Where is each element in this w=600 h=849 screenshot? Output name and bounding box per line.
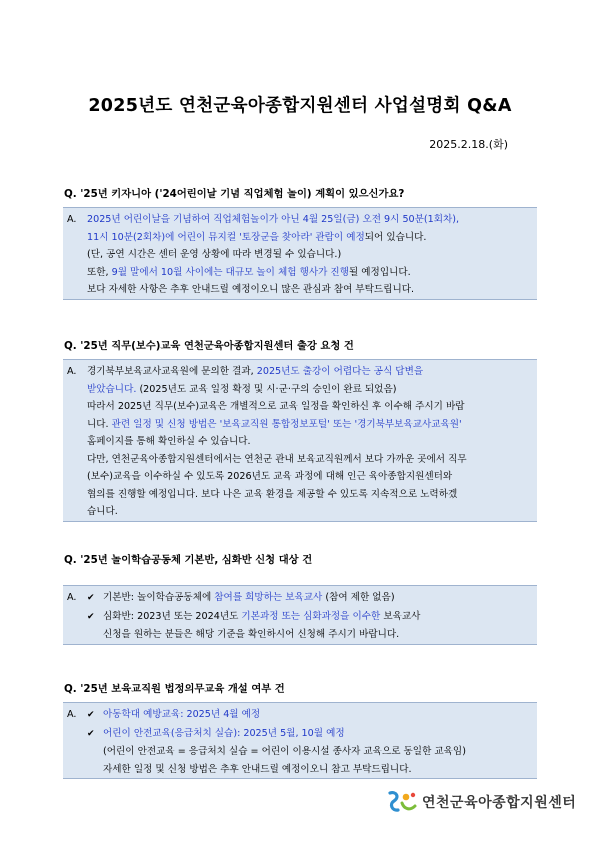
answer-text: (보수)교육을 이수하실 수 있도록 2026년도 교육 과정에 대해 인근 육아종합지원센터와	[87, 471, 453, 482]
answer-line	[63, 626, 537, 644]
checkmark-icon: ✔	[87, 593, 95, 603]
answer-line	[63, 229, 537, 247]
answer-line	[63, 589, 537, 608]
checkmark-icon: ✔	[87, 611, 95, 622]
answer-text: (2025년도 교육 일정 확정 및 시·군·구의 승인이 완료 되었음)	[136, 383, 397, 395]
answer-line	[63, 486, 537, 504]
answer-line	[63, 451, 537, 469]
answer-text: 될 예정입니다.	[348, 266, 411, 278]
answer-text: 보다 자세한 사항은 추후 안내드릴 예정이오니 많은 관심과 참여 부탁드립니다.	[87, 284, 415, 295]
answer-line	[63, 503, 537, 521]
emphasis-text: 관련 일정 및 신청 방법은 '보육교직원 통합정보포털' 또는 '경기북부보육교사교육원'	[111, 418, 462, 430]
question-1: Q. '25년 키자니아 ('24어린이날 기념 직업체험 놀이) 계획이 있으신가요?	[64, 188, 405, 200]
answer-box-1	[63, 207, 537, 300]
answer-line	[63, 416, 537, 434]
page-title: 2025년도 연천군육아종합지원센터 사업설명회 Q&A	[88, 96, 512, 116]
answer-text: 자세한 일정 및 신청 방법은 추후 안내드릴 예정이오니 참고 부탁드립니다.	[103, 763, 412, 775]
answer-line	[63, 381, 537, 399]
emphasis-text: 9월 말에서 10월 사이에는 대규모 놀이 체험 행사가 진행	[111, 266, 349, 278]
answer-text: 니다.	[87, 418, 112, 430]
answer-line	[63, 706, 537, 725]
answer-line	[63, 211, 537, 229]
childcare-center-logo-icon	[384, 789, 418, 815]
answer-text: 다만, 연천군육아종합지원센터에서는 연천군 관내 보육교직원께서 보다 가까운 곳에서 직무	[87, 453, 467, 465]
answer-line	[63, 725, 537, 744]
answer-prefix: A.	[67, 592, 77, 603]
answer-text: 심화반: 2023년 또는 2024년도	[103, 610, 242, 622]
answer-prefix: A.	[67, 214, 77, 225]
answer-line	[63, 743, 537, 761]
checkmark-icon: ✔	[87, 728, 95, 739]
answer-box-4	[63, 702, 537, 779]
answer-text: 또한,	[87, 266, 112, 278]
answer-line	[63, 468, 537, 486]
question-2: Q. '25년 직무(보수)교육 연천군육아종합지원센터 출강 요청 건	[64, 340, 354, 352]
org-name: 연천군육아종합지원센터	[422, 795, 577, 811]
answer-text: 보육교사	[380, 610, 421, 622]
answer-box-2	[63, 359, 537, 522]
answer-text: 되어 있습니다.	[364, 231, 427, 243]
answer-line	[63, 761, 537, 779]
answer-prefix: A.	[67, 709, 77, 720]
answer-line	[63, 363, 537, 381]
emphasis-text: 2025년 어린이날을 기념하여 직업체험놀이가 아닌 4월 25일(금) 오전 9시 50분(1회차),	[87, 214, 460, 225]
answer-text: (단, 공연 시간은 센터 운영 상황에 따라 변경될 수 있습니다.)	[87, 249, 342, 260]
answer-text: 습니다.	[87, 506, 118, 517]
emphasis-text: 참여를 희망하는 보육교사	[214, 592, 323, 603]
answer-line	[63, 264, 537, 282]
emphasis-text: 2025년도 출강이 어렵다는 공식 답변을	[256, 366, 424, 377]
checkmark-icon: ✔	[87, 710, 95, 720]
footer-logo	[384, 789, 576, 815]
answer-line	[63, 433, 537, 451]
question-3: Q. '25년 놀이학습공동체 기본반, 심화반 신청 대상 건	[64, 554, 313, 566]
emphasis-text: 아동학대 예방교육: 2025년 4월 예정	[103, 709, 261, 720]
question-4: Q. '25년 보육교직원 법정의무교육 개설 여부 건	[64, 683, 285, 695]
emphasis-text: 기본과정 또는 심화과정을 이수한	[241, 610, 381, 622]
emphasis-text: 11시 10분(2회차)에 어린이 뮤지컬 '토장군을 찾아라' 관람이 예정	[87, 231, 365, 243]
answer-text: 따라서 2025년 직무(보수)교육은 개별적으로 교육 일정을 확인하신 후 이수해 주시기 바랍	[87, 401, 465, 412]
answer-text: 홈페이지를 통해 확인하실 수 있습니다.	[87, 436, 251, 447]
emphasis-text: 받았습니다.	[87, 383, 137, 395]
answer-line	[63, 281, 537, 299]
answer-line	[63, 398, 537, 416]
answer-text: 경기북부보육교사교육원에 문의한 결과,	[87, 366, 257, 377]
answer-text: (어린이 안전교육 = 응급처치 실습 = 어린이 이용시설 종사자 교육으로 동일한 교육임)	[103, 746, 466, 757]
answer-prefix: A.	[67, 366, 77, 377]
answer-text: 신청을 원하는 분들은 해당 기준을 확인하시어 신청해 주시기 바랍니다.	[103, 629, 400, 640]
emphasis-text: 어린이 안전교육(응급처치 실습): 2025년 5월, 10월 예정	[103, 727, 345, 739]
document-date: 2025.2.18.(화)	[429, 138, 508, 151]
answer-text: 협의를 진행할 예정입니다. 보다 나은 교육 환경을 제공할 수 있도록 지속적으로 노력하겠	[87, 488, 458, 500]
answer-line	[63, 608, 537, 627]
answer-text: (참여 제한 없음)	[322, 592, 395, 603]
answer-line	[63, 246, 537, 264]
answer-box-3	[63, 585, 537, 645]
answer-text: 기본반: 놀이학습공동체에	[103, 592, 215, 603]
